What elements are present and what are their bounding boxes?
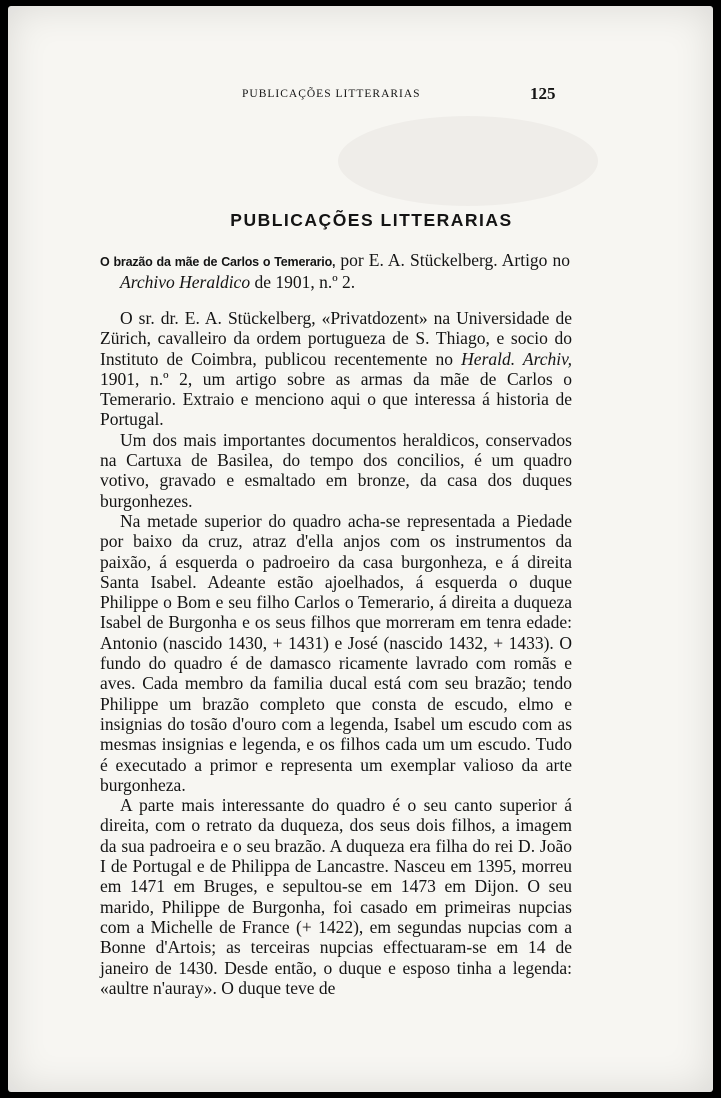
journal-reference: Herald. Archiv,: [461, 348, 572, 369]
paragraph: [100, 308, 572, 430]
paragraph: Na metade superior do quadro acha-se representada a Piedade por baixo da cruz, atraz d'ella anjos com os instrumentos da paixão, á esquerda o padroeiro da casa burgonheza, e á direita Santa Isabel. Adeante estão ajoelhados, á esquerda o duque Philippe o Bom e seu filho Carlos o Temerario, á direita a duqueza Isabel de Burgonha e os seus filhos que morreram em tenra edade: Antonio (nascido 1430, + 1431) e José (nascido 1432, + 1433). O fundo do quadro é de damasco ricamente lavrado com romãs e aves. Cada membro da familia ducal está com seu brazão; tendo Philippe um brazão completo que consta de escudo, elmo e insignias do tosão d'ouro com a legenda, Isabel um escudo com as mesmas insignias e legenda, e os filhos cada um um escudo. Tudo é executado a primor e representa um exemplar valioso da arte burgonheza.: [100, 510, 572, 795]
page-number: 125: [530, 84, 556, 103]
running-title: PUBLICAÇÕES LITTERARIAS: [242, 88, 421, 100]
citation: [100, 250, 570, 292]
paragraph-text: O sr. dr. E. A. Stückelberg, «Privatdozent» na Universidade de Zürich, cavalleiro da ordem portugueza de S. Thiago, e socio do Instituto de Coimbra, publicou recentemente no: [100, 308, 572, 369]
paragraph: A parte mais interessante do quadro é o seu canto superior á direita, com o retrato da duqueza, dos seus dois filhos, a imagem da sua padroeira e o seu brazão. A duqueza era filha do rei D. João I de Portugal e de Philippa de Lancastre. Nasceu em 1395, morreu em 1471 em Bruges, e sepultou-se em 1473 em Dijon. O seu marido, Philippe de Burgonha, foi casado em primeiras nupcias com a Michelle de France (+ 1422), em segundas nupcias com a Bonne d'Artois; as terceiras nupcias effectuaram-se em 14 de janeiro de 1430. Desde então, o duque e esposo tinha a legenda: «aultre n'auray». O duque teve de: [100, 795, 572, 998]
running-head: [8, 84, 713, 106]
paragraph: Um dos mais importantes documentos heraldicos, conservados na Cartuxa de Basilea, do tempo dos concilios, é um quadro votivo, gravado e esmaltado em bronze, da casa dos duques burgonhezes.: [100, 429, 572, 511]
citation-issue: de 1901, n.º 2.: [254, 272, 356, 292]
book-page: [8, 6, 713, 1092]
body-text: [100, 308, 572, 998]
citation-title: O brazão da mãe de Carlos o Temerario,: [100, 255, 336, 269]
citation-author: por E. A. Stückelberg. Artigo no: [340, 250, 570, 270]
bleed-through-stain: [338, 116, 598, 206]
paragraph-text: 1901, n.º 2, um artigo sobre as armas da mãe de Carlos o Temerario. Extraio e menciono aqui o que interessa á historia de Portugal.: [100, 368, 572, 430]
citation-journal: Archivo Heraldico: [120, 272, 251, 292]
section-title: PUBLICAÇÕES LITTERARIAS: [230, 210, 513, 230]
